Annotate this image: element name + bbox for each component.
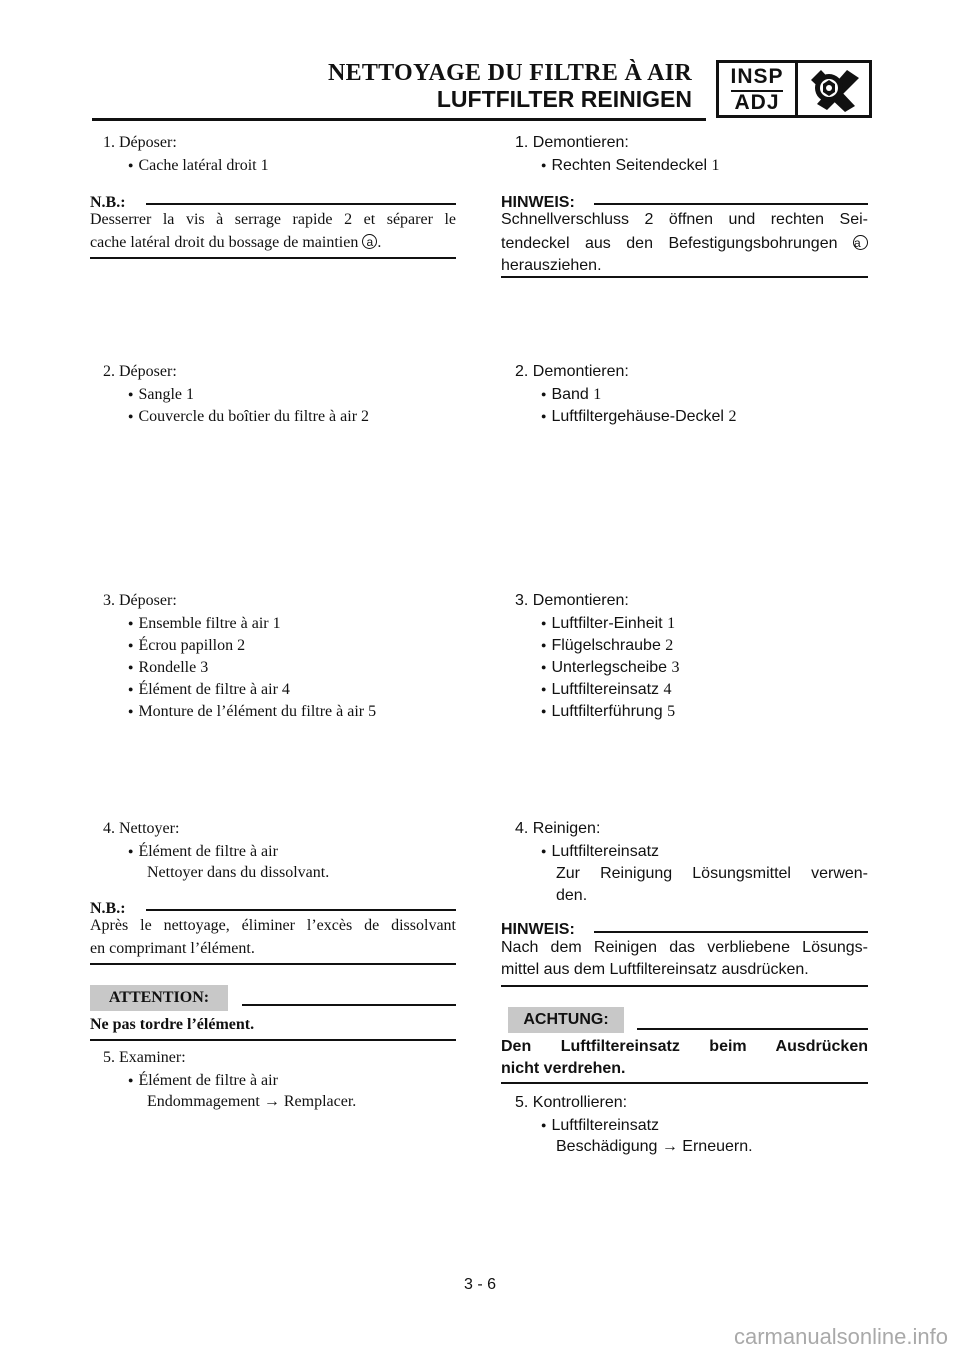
fr-attention-bottom-rule: [90, 1039, 456, 1041]
fr-step2-heading: 2. Déposer:: [103, 363, 177, 380]
de-step4-heading: 4. Reinigen:: [515, 820, 601, 837]
fr-note2-bottom-rule: [90, 963, 456, 965]
fr-step1-item1: [128, 154, 269, 177]
de-note1-label: HINWEIS:: [501, 194, 575, 211]
fr-step3-item5-num: 5: [368, 703, 377, 720]
fr-step3-item3-num: 3: [200, 659, 209, 676]
de-step1-heading: 1. Demontieren:: [515, 134, 629, 151]
fr-step1-item1-num: 1: [260, 157, 269, 174]
fr-step1-item1-text: Cache latéral droit: [138, 157, 257, 174]
de-step3-item1-text: Luftfilter-Einheit: [551, 615, 663, 632]
header-rule: [92, 118, 706, 121]
fr-step2-item2-text: Couvercle du boîtier du filtre à air: [138, 408, 358, 425]
de-step3-item5-num: 5: [667, 703, 676, 720]
de-step3-item3: [541, 656, 680, 679]
fr-step3-item4-text: Élément de filtre à air: [138, 681, 278, 698]
wrench-tools-icon: [803, 66, 865, 114]
fr-step3-heading: 3. Déposer:: [103, 592, 177, 609]
de-note1-line2: [501, 232, 868, 255]
de-step3-item2: [541, 634, 673, 657]
fr-step3-item3-text: Rondelle: [138, 659, 197, 676]
de-step3-item3-num: 3: [671, 659, 680, 676]
de-note2-bottom-rule: [501, 985, 868, 987]
de-note1-label-rule: [594, 203, 868, 205]
fr-note1-line1: Desserrer la vis à serrage rapide 2 et séparer le: [90, 211, 456, 228]
de-step3-item1: [541, 612, 675, 635]
fr-step5-heading: 5. Examiner:: [103, 1049, 186, 1066]
fr-note2-label-rule: [146, 909, 456, 911]
fr-step3-item4: [128, 678, 290, 701]
fr-step4-item1: [128, 840, 278, 863]
de-step5-item1-text: Luftfiltereinsatz: [551, 1117, 660, 1134]
page-number: 3 - 6: [463, 1276, 496, 1293]
fr-step3-item2-num: 2: [237, 637, 246, 654]
de-step3-item1-num: 1: [667, 615, 676, 632]
de-step3-item3-text: Unterlegscheibe: [551, 659, 668, 676]
de-step1-item1-num: 1: [711, 157, 720, 174]
fr-step2-item1-num: 1: [185, 386, 194, 403]
de-note2-line2: mittel aus dem Luftfiltereinsatz ausdrücken.: [501, 961, 809, 978]
de-step3-item4-num: 4: [663, 681, 672, 698]
fr-step2-item1-text: Sangle: [138, 386, 182, 403]
de-step3-item2-text: Flügelschraube: [551, 637, 661, 654]
de-step2-item2-num: 2: [728, 408, 737, 425]
de-step1-item1-text: Rechten Seitendeckel: [551, 157, 708, 174]
fr-step4-heading: 4. Nettoyer:: [103, 820, 180, 837]
de-step2-item2: [541, 405, 736, 428]
fr-step3-item2: [128, 634, 245, 657]
de-note2-label: HINWEIS:: [501, 921, 575, 938]
de-attention-label: ACHTUNG:: [508, 1007, 624, 1033]
de-step2-item2-text: Luftfiltergehäuse-Deckel: [551, 408, 724, 425]
de-note1-line1: Schnellverschluss 2 öffnen und rechten Sei-: [501, 211, 868, 228]
fr-step3-item1-num: 1: [272, 615, 281, 632]
de-step4-detail-line2: den.: [556, 887, 588, 904]
fr-step3-item1: [128, 612, 281, 635]
fr-step5-item1: [128, 1069, 278, 1092]
badge-adj: ADJ: [734, 91, 780, 114]
fr-step5-item1-text: Élément de filtre à air: [138, 1072, 278, 1089]
fr-step3-item5: [128, 700, 376, 723]
badge-vertical-divider: [795, 63, 798, 115]
de-note1-mark-a: a: [853, 235, 868, 250]
de-step2-item1: [541, 383, 601, 406]
de-step5-detail: Beschädigung → Erneuern.: [556, 1138, 753, 1155]
de-note1-line2-text: tendeckel aus den Befestigungsbohrungen: [501, 235, 838, 252]
fr-attention-text: Ne pas tordre l’élément.: [90, 1016, 255, 1033]
de-step4-item1-text: Luftfiltereinsatz: [551, 843, 660, 860]
de-step2-heading: 2. Demontieren:: [515, 363, 629, 380]
fr-step4-detail: Nettoyer dans du dissolvant.: [147, 864, 330, 881]
de-attention-line2: nicht verdrehen.: [501, 1060, 626, 1077]
page-title-fr: NETTOYAGE DU FILTRE À AIR: [327, 60, 692, 86]
fr-note1-line2: [90, 232, 381, 254]
de-note2-line1: Nach dem Reinigen das verbliebene Lösungs-: [501, 939, 868, 956]
fr-note1-mark-a: a: [362, 234, 377, 249]
fr-note2-line1: Après le nettoyage, éliminer l’excès de dissolvant: [90, 917, 456, 934]
fr-step3-item5-text: Monture de l’élément du filtre à air: [138, 703, 365, 720]
de-note1-line3: herausziehen.: [501, 257, 602, 274]
fr-note1-label: N.B.:: [90, 194, 126, 211]
de-attention-bottom-rule: [501, 1082, 868, 1084]
page-title-de: LUFTFILTER REINIGEN: [436, 86, 692, 112]
de-step4-item1: [541, 840, 659, 863]
de-step3-item5: [541, 700, 675, 723]
fr-step3-item4-num: 4: [281, 681, 290, 698]
fr-note2-label: N.B.:: [90, 900, 126, 917]
de-attention-label-rule: [637, 1028, 868, 1030]
fr-step3-item3: [128, 656, 208, 679]
de-step4-detail-line1: Zur Reinigung Lösungsmittel verwen-: [556, 865, 868, 882]
fr-attention-label-rule: [242, 1004, 456, 1006]
de-step3-item5-text: Luftfilterführung: [551, 703, 663, 720]
de-step3-item2-num: 2: [665, 637, 674, 654]
fr-note1-line2-end: .: [377, 234, 382, 251]
de-note1-bottom-rule: [501, 276, 868, 278]
fr-attention-label: ATTENTION:: [90, 985, 228, 1011]
de-step1-item1: [541, 154, 720, 177]
de-step2-item1-num: 1: [593, 386, 602, 403]
watermark: carmanualsonline.info: [733, 1324, 948, 1349]
de-step3-item4: [541, 678, 672, 701]
fr-note1-bottom-rule: [90, 257, 456, 259]
de-step2-item1-text: Band: [551, 386, 589, 403]
fr-step2-item2-num: 2: [361, 408, 370, 425]
fr-step2-item2: [128, 405, 369, 428]
fr-step3-item2-text: Écrou papillon: [138, 637, 234, 654]
de-step3-item4-text: Luftfiltereinsatz: [551, 681, 660, 698]
fr-step3-item1-text: Ensemble filtre à air: [138, 615, 269, 632]
de-step3-heading: 3. Demontieren:: [515, 592, 629, 609]
fr-note1-label-rule: [146, 203, 456, 205]
badge-insp: INSP: [730, 65, 784, 88]
fr-step2-item1: [128, 383, 194, 406]
fr-note2-line2: en comprimant l’élément.: [90, 940, 255, 957]
de-attention-line1: Den Luftfiltereinsatz beim Ausdrücken: [501, 1038, 868, 1055]
de-note2-label-rule: [594, 931, 868, 933]
de-step5-heading: 5. Kontrollieren:: [515, 1094, 628, 1111]
fr-step1-heading: 1. Déposer:: [103, 134, 177, 151]
fr-step5-detail: Endommagement → Remplacer.: [147, 1093, 357, 1110]
fr-note1-line2-text: cache latéral droit du bossage de maintien: [90, 234, 363, 251]
de-step5-item1: [541, 1114, 659, 1137]
section-badge: [716, 60, 872, 118]
fr-step4-item1-text: Élément de filtre à air: [138, 843, 278, 860]
